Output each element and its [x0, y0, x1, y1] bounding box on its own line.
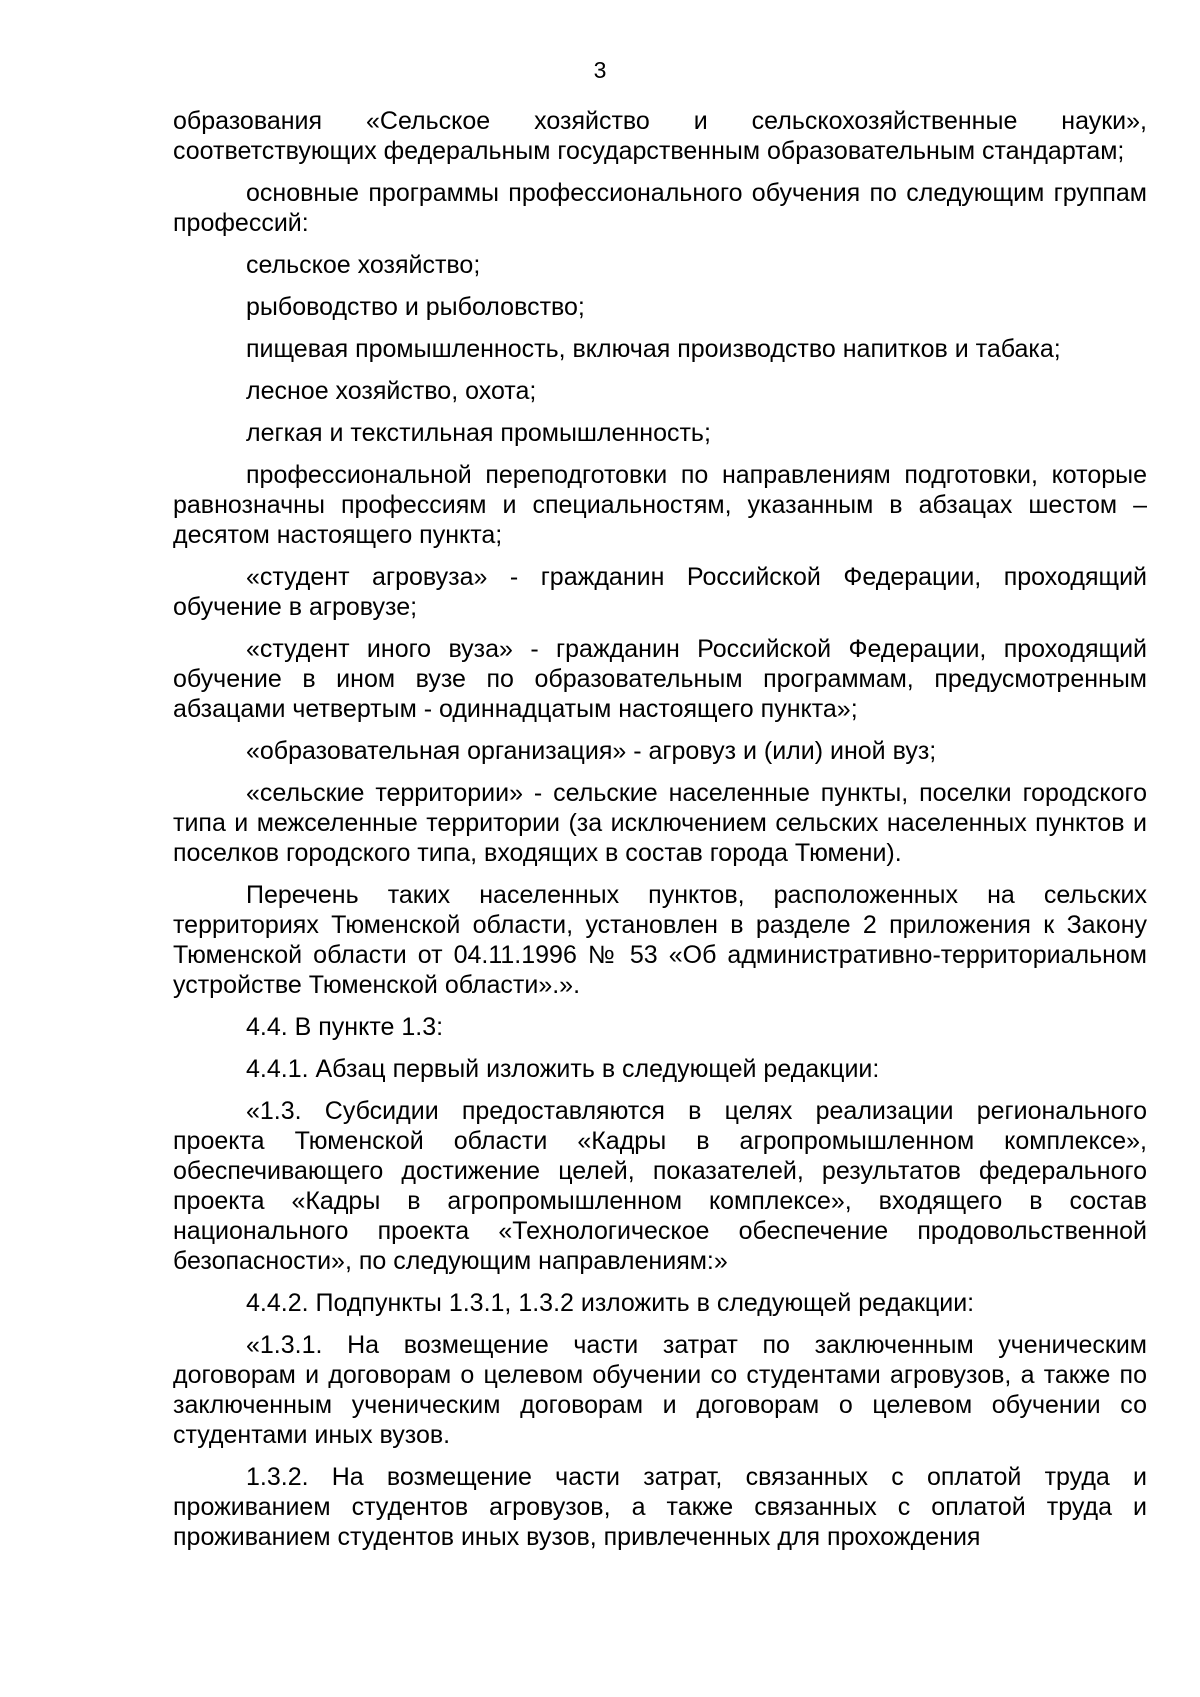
paragraph: «1.3.1. На возмещение части затрат по заключенным ученическим договорам и договорам о целевом обучении со студентами агровузов, а также по заключенным ученическим договорам и договорам о целевом обучении со студентами иных вузов.: [173, 1331, 1147, 1449]
list-item: легкая и текстильная промышленность;: [246, 419, 711, 447]
paragraph: Перечень таких населенных пунктов, расположенных на сельских территориях Тюменской области, установлен в разделе 2 приложения к Закону Тюменской области от 04.11.1996 № 53 «Об административно-территориальном устройстве Тюменской области».».: [173, 881, 1147, 999]
section-heading: 4.4. В пункте 1.3:: [246, 1013, 444, 1041]
section-heading: 4.4.1. Абзац первый изложить в следующей редакции:: [246, 1055, 880, 1083]
paragraph: 1.3.2. На возмещение части затрат, связанных с оплатой труда и проживанием студентов агровузов, а также связанных с оплатой труда и проживанием студентов иных вузов, привлеченных для прохождения: [173, 1463, 1147, 1551]
paragraph: основные программы профессионального обучения по следующим группам профессий:: [173, 179, 1147, 237]
definition-paragraph: «образовательная организация» - агровуз и (или) иной вуз;: [246, 737, 937, 765]
list-item: пищевая промышленность, включая производство напитков и табака;: [246, 335, 1061, 363]
paragraph: «1.3. Субсидии предоставляются в целях реализации регионального проекта Тюменской области «Кадры в агропромышленном комплексе», обеспечивающего достижение целей, показателей, результатов федерального проекта «Кадры в агропромышленном комплексе», входящего в состав национального проекта «Технологическое обеспечение продовольственной безопасности», по следующим направлениям:»: [173, 1097, 1147, 1275]
definition-paragraph: «студент иного вуза» - гражданин Российской Федерации, проходящий обучение в ином вузе по образовательным программам, предусмотренным абзацами четвертым - одиннадцатым настоящего пункта»;: [173, 635, 1147, 723]
document-body: [173, 106, 1147, 1564]
list-item: рыбоводство и рыболовство;: [246, 293, 585, 321]
definition-paragraph: «студент агровуза» - гражданин Российской Федерации, проходящий обучение в агровузе;: [173, 563, 1147, 621]
section-heading: 4.4.2. Подпункты 1.3.1, 1.3.2 изложить в следующей редакции:: [246, 1289, 975, 1317]
list-item: сельское хозяйство;: [246, 251, 481, 279]
list-item: лесное хозяйство, охота;: [246, 377, 537, 405]
definition-paragraph: «сельские территории» - сельские населенные пункты, поселки городского типа и межселенные территории (за исключением сельских населенных пунктов и поселков городского типа, входящих в состав города Тюмени).: [173, 779, 1147, 867]
paragraph: образования «Сельское хозяйство и сельскохозяйственные науки», соответствующих федеральным государственным образовательным стандартам;: [173, 107, 1147, 165]
page-number: 3: [593, 57, 607, 83]
paragraph: профессиональной переподготовки по направлениям подготовки, которые равнозначны профессиям и специальностям, указанным в абзацах шестом – десятом настоящего пункта;: [173, 461, 1147, 549]
